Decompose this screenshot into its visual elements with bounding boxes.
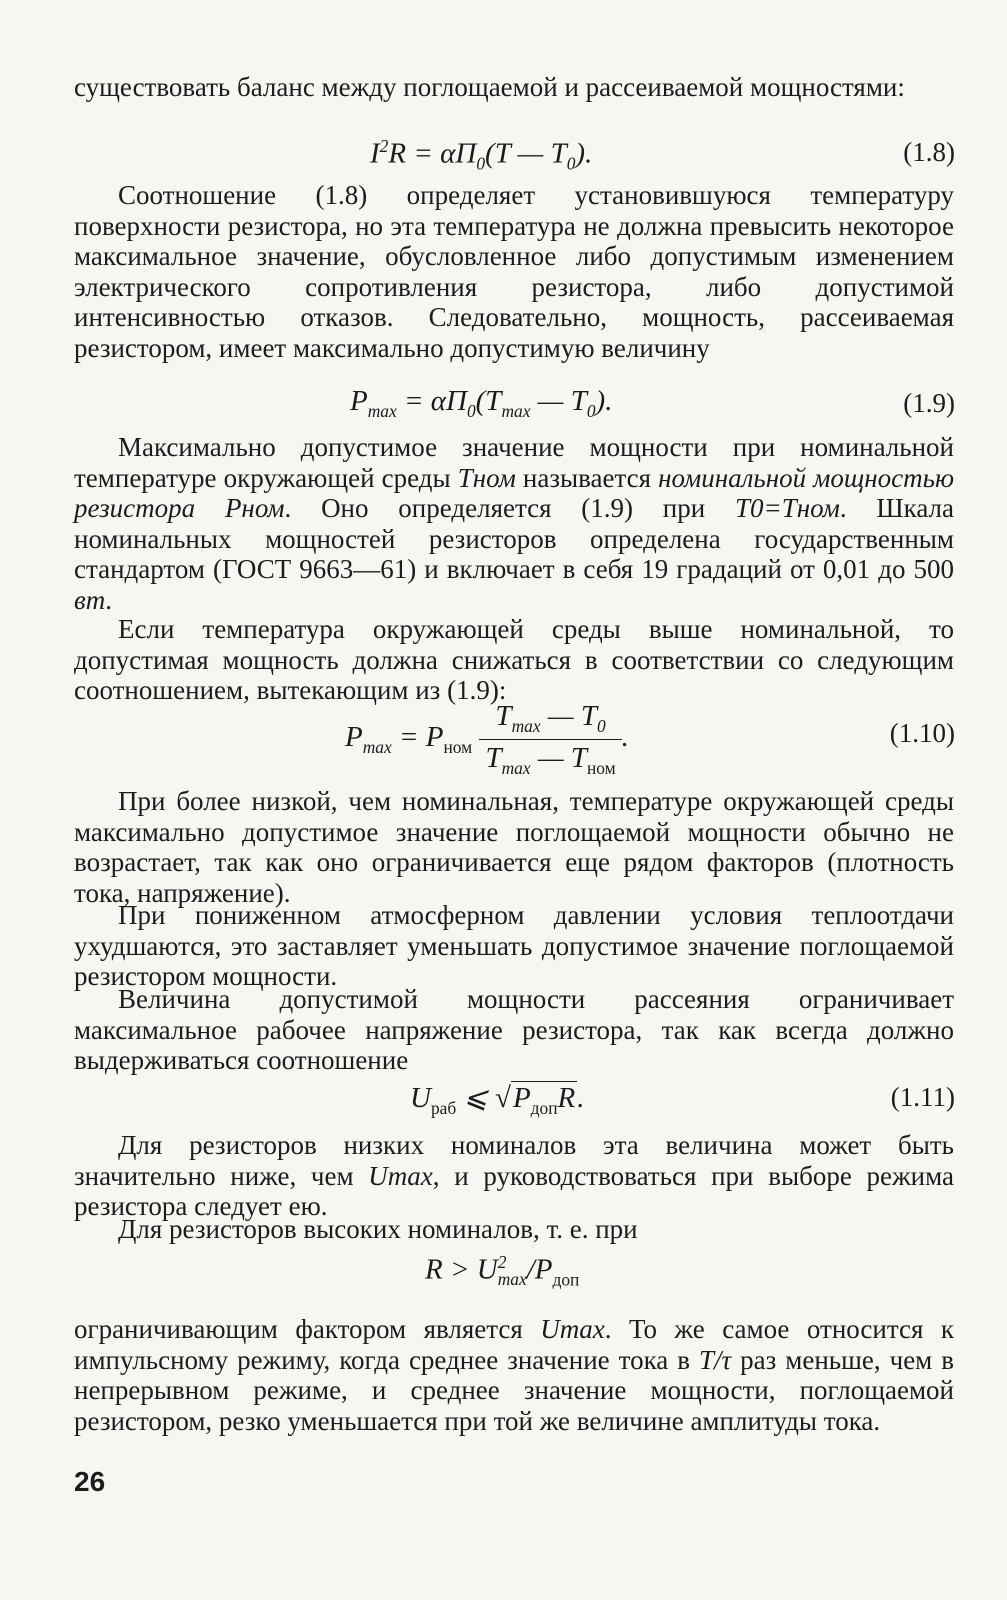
formula-number-1-11: (1.11)	[890, 1082, 955, 1112]
paragraph-5: При более низкой, чем номинальная, температуре окружающей среды максимально допустимое значение поглощаемой мощности обычно не возрастает, так как оно ограничивается еще рядом факторов (плотность тока, напряжение).	[74, 786, 954, 908]
t0-condition: T0=Tном	[734, 493, 840, 524]
formula-number-1-9: (1.9)	[903, 388, 955, 418]
t-nom-symbol: Tном	[457, 462, 516, 493]
paragraph-7: Величина допустимой мощности рассеяния ограничивает максимальное рабочее напряжение резистора, так как всегда должно выдерживаться соотношение	[74, 984, 954, 1076]
paragraph-8-part-a: Для резисторов низких номиналов эта величина может быть значительно ниже, чем	[74, 1130, 954, 1191]
paragraph-3-part-b: называется	[515, 462, 659, 493]
paragraph-9: Для резисторов высоких номиналов, т. е. при	[118, 1214, 638, 1244]
duty-ratio-symbol: T/τ	[698, 1344, 732, 1375]
paragraph-2: Соотношение (1.8) определяет установившуюся температуру поверхности резистора, но эта температура не должна превысить некоторое максимальное значение, обусловленное либо допустимым изменением электрического сопротивления резистора, либо допустимой интенсивностью отказов. Следовательно, мощность, рассеиваемая резистором, имеет максимально допустимую величину	[74, 180, 954, 363]
paragraph-6: При пониженном атмосферном давлении условия теплоотдачи ухудшаются, это заставляет уменьшать допустимое значение поглощаемой резистором мощности.	[74, 900, 954, 992]
paragraph-3	[74, 432, 954, 616]
nominal-power-term: номинальной мощностью резистора	[74, 462, 954, 524]
paragraph-3-part-e: . Шкала номинальных мощностей резисторов определена государственным стандартом (ГОСТ 9663—61) и включает в себя 19 градаций от 0,01 до 500	[74, 493, 954, 585]
paragraph-3-part-a: Максимально допустимое значение мощности при номинальной температуре окружающей среды	[74, 432, 954, 493]
watt-unit: вт	[74, 584, 106, 615]
paragraph-10	[74, 1314, 954, 1436]
formula-1-9: $P_{max} = \alpha П_0(T_{max}$ — $T_0$).	[350, 385, 613, 421]
paragraph-3-part-d: . Оно определяется (1.9) при	[284, 493, 735, 524]
formula-number-1-10: (1.10)	[889, 718, 955, 748]
formula-1-11: $U_{раб}$ ⩽ $√P_{доп}R$.	[410, 1082, 585, 1118]
paragraph-8	[74, 1130, 954, 1222]
paragraph-3-part-c	[195, 493, 225, 523]
paragraph-1: существовать баланс между поглощаемой и рассеиваемой мощностями:	[74, 72, 905, 102]
paragraph-3-part-f: .	[105, 584, 112, 615]
paragraph-10-part-c: раз меньше, чем в непрерывном режиме, и среднее значение мощности, поглощаемой резистором, резко уменьшается при той же величине амплитуды тока.	[74, 1344, 954, 1436]
formula-high-nominal: $R > U^2_{max}/P_{доп}$	[425, 1252, 580, 1290]
paragraph-10-part-a: ограничивающим фактором является	[74, 1314, 541, 1344]
formula-1-10: $P_{max} = P_{ном}$ $\frac{T_{max} — T_0}{T_{max} — T_{ном}}$ .	[345, 700, 629, 778]
paragraph-4: Если температура окружающей среды выше номинальной, то допустимая мощность должна снижаться в соответствии со следующим соотношением, вытекающим из (1.9):	[74, 614, 954, 706]
formula-number-1-8: (1.8)	[903, 137, 955, 167]
u-max-symbol-2: Umax	[540, 1314, 605, 1344]
formula-1-8: $I^2R = \alpha П_0(T$ — $T_0$).	[370, 136, 593, 174]
paragraph-10-part-b: . То же самое относится к импульсному режиму, когда среднее значение тока в	[74, 1314, 954, 1375]
paragraph-8-part-b: , и руководствоваться при выборе режима резистора следует ею.	[74, 1160, 954, 1222]
p-nom-symbol: Pном	[224, 493, 285, 524]
u-max-symbol: Umax	[368, 1160, 433, 1191]
page-number: 26	[74, 1466, 106, 1497]
